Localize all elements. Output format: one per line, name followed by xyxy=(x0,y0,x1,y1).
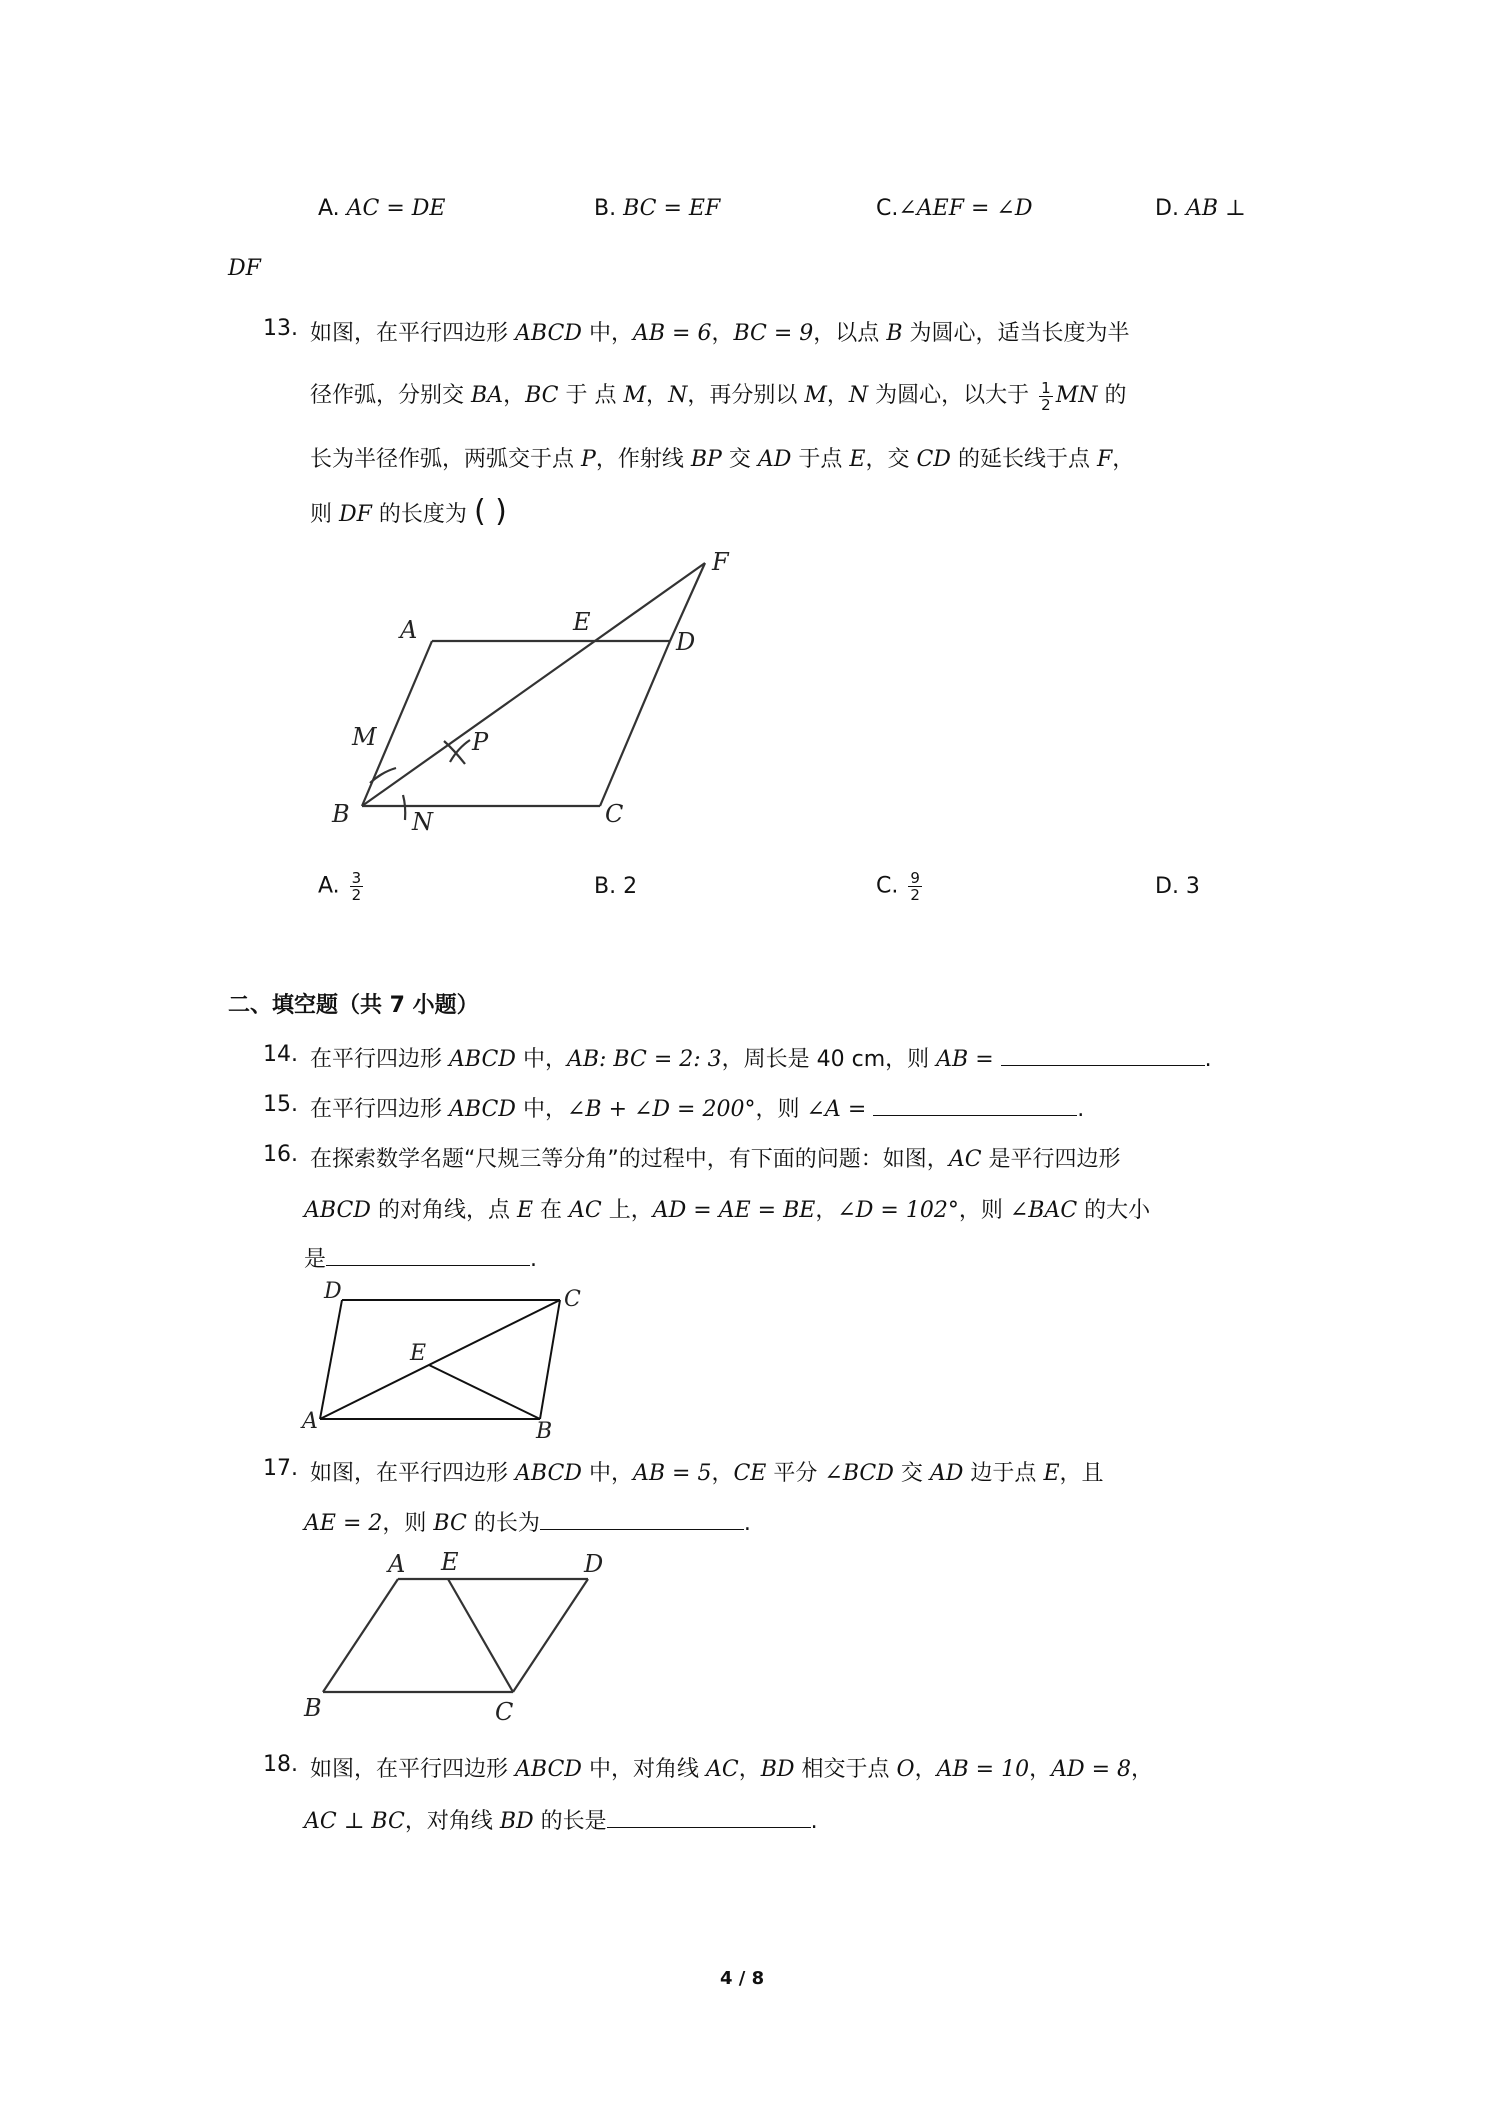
q13-option-b: B. 2 xyxy=(594,874,638,899)
q16-diagonal-ac xyxy=(320,1300,560,1419)
q16-edge-bc xyxy=(540,1300,560,1419)
q16-label-b: B xyxy=(536,1419,553,1438)
q13-line-3: 长为半径作弧，两弧交于点 P，作射线 BP 交 AD 于点 E，交 CD 的延长线于点 F， xyxy=(310,447,1135,472)
q16-label-c: C xyxy=(564,1287,581,1312)
q13-option-c: C. $\frac{9}{2}$ xyxy=(876,869,920,904)
q18-answer-blank[interactable] xyxy=(607,1807,811,1828)
q18-number: 18. xyxy=(263,1752,298,1777)
q13-line-1: 如图，在平行四边形 ABCD 中，AB = 6，BC = 9，以点 B 为圆心，适当长度为半 xyxy=(310,321,1130,346)
q15-answer-blank[interactable] xyxy=(873,1095,1077,1116)
q13-line-4: 则 DF 的长度为 ( ) xyxy=(310,494,507,529)
q13-option-d: D. 3 xyxy=(1155,874,1200,899)
q18-line-2: AC ⊥ BC，对角线 BD 的长是 . xyxy=(304,1809,818,1834)
q13-label-m: M xyxy=(352,723,377,751)
q17-figure xyxy=(298,1548,628,1728)
q13-answer-paren: ( ) xyxy=(473,494,507,529)
q12-option-d-expr: AB ⊥ xyxy=(1185,196,1246,221)
q16-line-3: 是 . xyxy=(304,1247,538,1272)
q16-line-1: 在探索数学名题“尺规三等分角”的过程中，有下面的问题：如图，AC 是平行四边形 xyxy=(310,1147,1121,1172)
q13-fraction-half: $\frac{1}{2}$ xyxy=(1041,378,1051,414)
q12-option-b-expr: BC = EF xyxy=(623,196,721,221)
q13-number: 13. xyxy=(263,316,298,341)
q16-answer-blank[interactable] xyxy=(326,1245,530,1266)
q17-line-2: AE = 2，则 BC 的长为 . xyxy=(304,1511,751,1536)
q12-option-a: A. AC = DE xyxy=(318,196,446,221)
q13-figure xyxy=(320,540,760,850)
q12-option-c: C.∠AEF = ∠D xyxy=(876,196,1033,221)
q16-line-2: ABCD 的对角线，点 E 在 AC 上，AD = AE = BE，∠D = 102°，则 ∠BAC 的大小 xyxy=(304,1198,1151,1223)
q13-label-f: F xyxy=(712,548,729,576)
q17-label-e: E xyxy=(441,1548,459,1576)
q13-arc-p1 xyxy=(444,741,465,764)
q17-segment-ec xyxy=(448,1579,513,1692)
q13-label-a: A xyxy=(400,616,418,644)
q17-label-d: D xyxy=(584,1550,604,1578)
q17-label-b: B xyxy=(304,1694,322,1722)
q16-segment-eb xyxy=(429,1365,540,1419)
q13-label-d: D xyxy=(676,628,696,656)
q13-arc-n xyxy=(403,795,405,820)
q16-figure xyxy=(300,1278,600,1438)
q13-edge-cd xyxy=(600,641,670,806)
q18-line-1: 如图，在平行四边形 ABCD 中，对角线 AC，BD 相交于点 O，AB = 10，AD = 8， xyxy=(310,1757,1154,1782)
q12-option-c-expr: ∠AEF = ∠D xyxy=(898,196,1033,221)
q17-answer-blank[interactable] xyxy=(540,1509,744,1530)
q13-label-e: E xyxy=(573,608,591,636)
q16-number: 16. xyxy=(263,1142,298,1167)
q17-label-c: C xyxy=(495,1698,514,1726)
q17-edge-ab xyxy=(323,1579,398,1692)
q12-option-a-expr: AC = DE xyxy=(346,196,446,221)
q14-text: 在平行四边形 ABCD 中，AB: BC = 2: 3，周长是 40 cm，则 AB = . xyxy=(310,1047,1212,1072)
q17-label-a: A xyxy=(388,1550,406,1578)
q17-edge-cd xyxy=(513,1579,588,1692)
q16-label-d: D xyxy=(324,1279,342,1304)
q12-option-d: D. AB ⊥ xyxy=(1155,196,1246,221)
q16-label-a: A xyxy=(302,1409,318,1434)
q13-label-n: N xyxy=(412,808,433,836)
q15-number: 15. xyxy=(263,1092,298,1117)
q14-number: 14. xyxy=(263,1042,298,1067)
q14-answer-blank[interactable] xyxy=(1001,1045,1205,1066)
q13-option-a: A. $\frac{3}{2}$ xyxy=(318,869,362,904)
q12-option-b: B. BC = EF xyxy=(594,196,721,221)
q15-text: 在平行四边形 ABCD 中，∠B + ∠D = 200°，则 ∠A = . xyxy=(310,1097,1085,1122)
q13-line-2: 径作弧，分别交 BA，BC 于 点 M，N，再分别以 M，N 为圆心，以大于 $\frac{1}{2}$ MN 的 xyxy=(310,378,1127,414)
section-heading-fill-blank: 二、填空题（共 7 小题） xyxy=(228,993,479,1018)
q13-label-b: B xyxy=(332,800,350,828)
q12-option-d-continuation: DF xyxy=(228,256,261,281)
q16-label-e: E xyxy=(410,1341,427,1366)
q16-edge-da xyxy=(320,1300,342,1419)
page-number: 4 / 8 xyxy=(720,1968,765,1989)
q13-label-p: P xyxy=(472,728,489,756)
q17-line-1: 如图，在平行四边形 ABCD 中，AB = 5，CE 平分 ∠BCD 交 AD 边于点 E，且 xyxy=(310,1461,1104,1486)
q13-label-c: C xyxy=(605,800,624,828)
q17-number: 17. xyxy=(263,1456,298,1481)
